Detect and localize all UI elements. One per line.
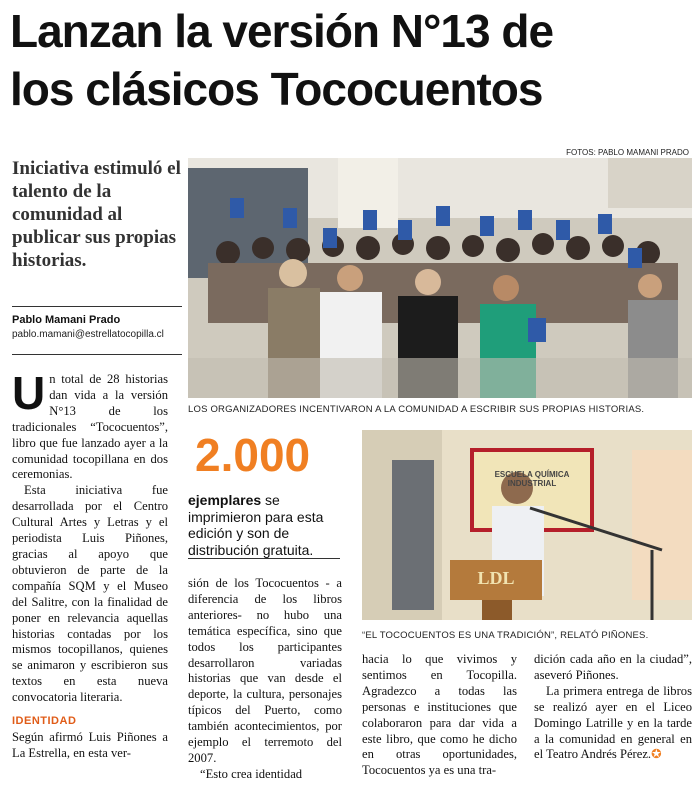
stat-number: 2.000	[195, 429, 311, 481]
audience-photo	[188, 158, 692, 398]
photo1-caption: LOS ORGANIZADORES INCENTIVARON A LA COMUNIDAD A ESCRIBIR SUS PROPIAS HISTORIAS.	[188, 404, 645, 415]
column1-paragraph-3: Según afirmó Luis Piñones a La Estrella, en esta ver-	[12, 729, 168, 760]
headline-line-1: Lanzan la versión N°13 de	[10, 5, 554, 57]
column4-paragraph-2-text: La primera entrega de libros se realizó ayer en el Liceo Domingo Latrille y en la tarde a la comunidad en general en el Teatro Andrés Pérez.	[534, 683, 692, 762]
column1-paragraph-1	[12, 367, 168, 483]
column2-paragraph-2: “Esto crea identidad	[200, 766, 303, 781]
column4-paragraph-2	[534, 684, 692, 764]
byline-rule	[12, 306, 182, 307]
photo-credit: FOTOS: PABLO MAMANI PRADO	[566, 148, 689, 157]
byline-name: Pablo Mamani Prado	[12, 314, 121, 326]
column2-paragraph-1: sión de los Tococuentos - a diferencia de los libros anteriores- no hubo una temática específica, sino que todos los participantes desarrollaron variadas historias que van desde el deporte, la cultura, personajes típicos del Puerto, como también acontecimientos, por ejemplo el terremoto del 2007.	[188, 576, 342, 765]
banner-text: ESCUELA QUÍMICA INDUSTRIAL	[494, 470, 570, 488]
speaker-photo	[362, 430, 692, 620]
subhead-identidad: IDENTIDAD	[12, 715, 77, 728]
headline-line-2: los clásicos Tococuentos	[10, 63, 543, 115]
stat-bold: ejemplares	[188, 492, 262, 508]
dropcap: U	[12, 367, 46, 419]
column1-paragraph-2: Esta iniciativa fue desarrollada por el Centro Cultural Artes y Letras y el periodista Luis Piñones, gracias al apoyo que obtuvieron de parte de la compañía SQM y el Museo del Salitre, con la finalidad de poner en relevancia aquellas historias contadas por los mismos tocopillanos, quienes se animaron y escribieron sus textos en esta nueva convocatoria literaria.	[12, 483, 168, 705]
column1-paragraph-1-text: n total de 28 historias dan vida a la versión N°13 de los tradicionales “Tococuentos”, libro que fue lanzado ayer a la comunidad tocopillana en dos ceremonias.	[12, 372, 168, 482]
stat-rule	[188, 558, 340, 559]
column3-paragraph-1: hacia lo que vivimos y sentimos en Tocopilla. Agradezco a todas las personas e instituciones que colaboraron para dar vida a este libro, que como he dicho en otras oportunidades, Tococuentos ya es una tra-	[362, 652, 517, 778]
stat-text	[188, 492, 338, 558]
article-column-3	[362, 652, 517, 779]
stat-rest: se imprimieron para esta edición y son de distribución gratuita.	[188, 492, 324, 558]
lede: Iniciativa estimuló el talento de la comunidad al publicar sus propias historias.	[12, 158, 181, 271]
headline	[10, 2, 690, 118]
byline-rule-bottom	[12, 354, 182, 355]
article-column-2	[188, 576, 342, 783]
podium-logo: LDL	[477, 568, 515, 588]
article-column-1	[12, 367, 168, 762]
byline-email: pablo.mamani@estrellatocopilla.cl	[12, 329, 164, 340]
photo2-caption: “EL TOCOCUENTOS ES UNA TRADICIÓN”, RELATÓ PIÑONES.	[362, 630, 649, 641]
article-column-4	[534, 652, 692, 763]
audience-photo-illustration	[188, 158, 692, 398]
speaker-photo-illustration	[362, 430, 692, 620]
end-mark-icon: ✪	[651, 747, 662, 762]
column4-paragraph-1: dición cada año en la ciudad”, aseveró Piñones.	[534, 652, 692, 682]
